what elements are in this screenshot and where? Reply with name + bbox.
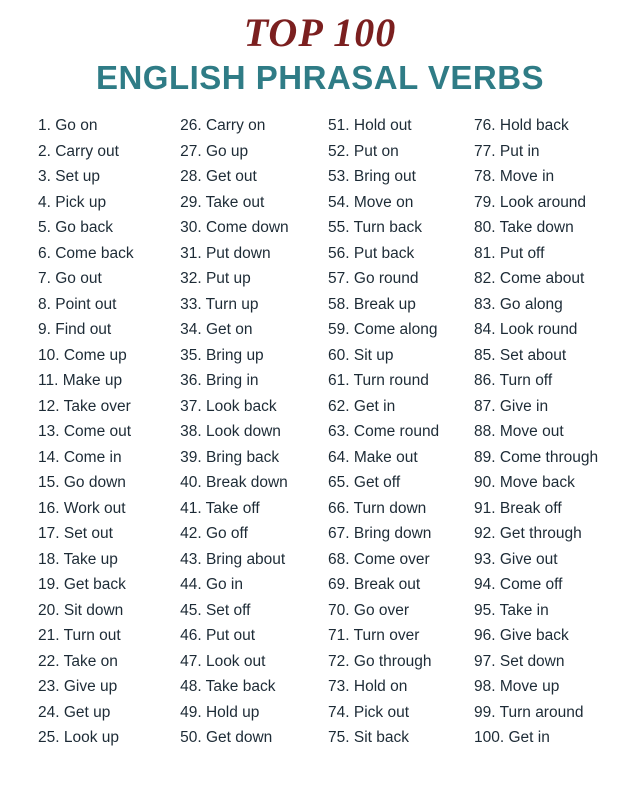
list-item: 15. Go down <box>38 474 126 492</box>
list-item: 41. Take off <box>180 499 260 517</box>
list-item: 62. Get in <box>328 397 396 415</box>
list-item: 22. Take on <box>38 652 118 670</box>
list-item: 84. Look round <box>474 321 578 339</box>
list-item: 51. Hold out <box>328 117 412 135</box>
verb-column-2 <box>180 118 328 756</box>
list-item: 93. Give out <box>474 550 558 568</box>
list-item: 18. Take up <box>38 550 118 568</box>
list-item: 75. Sit back <box>328 729 410 747</box>
verb-column-1 <box>38 118 180 756</box>
list-item: 21. Turn out <box>38 627 121 645</box>
list-item: 68. Come over <box>328 550 430 568</box>
list-item: 10. Come up <box>38 346 127 364</box>
list-item: 66. Turn down <box>328 499 427 517</box>
list-item: 20. Sit down <box>38 601 124 619</box>
list-item: 8. Point out <box>38 295 117 313</box>
list-item: 87. Give in <box>474 397 549 415</box>
list-item: 36. Bring in <box>180 372 259 390</box>
list-item: 72. Go through <box>328 652 432 670</box>
list-item: 34. Get on <box>180 321 253 339</box>
list-item: 33. Turn up <box>180 295 259 313</box>
list-item: 5. Go back <box>38 219 113 237</box>
list-item: 89. Come through <box>474 448 599 466</box>
title-block <box>20 12 620 96</box>
list-item: 97. Set down <box>474 652 565 670</box>
list-item: 43. Bring about <box>180 550 286 568</box>
list-item: 48. Take back <box>180 678 276 696</box>
verb-column-3 <box>328 118 474 756</box>
list-item: 96. Give back <box>474 627 569 645</box>
list-item: 52. Put on <box>328 142 399 160</box>
list-item: 90. Move back <box>474 474 575 492</box>
list-item: 58. Break up <box>328 295 416 313</box>
list-item: 38. Look down <box>180 423 281 441</box>
list-item: 63. Come round <box>328 423 440 441</box>
list-item: 55. Turn back <box>328 219 422 237</box>
page-title-main: TOP 100 <box>243 10 397 55</box>
list-item: 65. Get off <box>328 474 401 492</box>
list-item: 77. Put in <box>474 142 540 160</box>
page-title-sub: ENGLISH PHRASAL VERBS <box>95 59 545 96</box>
list-item: 30. Come down <box>180 219 289 237</box>
list-item: 86. Turn off <box>474 372 553 390</box>
list-item: 100. Get in <box>474 729 550 747</box>
list-item: 27. Go up <box>180 142 249 160</box>
list-item: 23. Give up <box>38 678 118 696</box>
list-item: 13. Come out <box>38 423 132 441</box>
list-item: 64. Make out <box>328 448 418 466</box>
list-item: 11. Make up <box>38 372 123 390</box>
list-item: 85. Set about <box>474 346 567 364</box>
list-item: 94. Come off <box>474 576 563 594</box>
list-item: 98. Move up <box>474 678 560 696</box>
list-item: 54. Move on <box>328 193 414 211</box>
list-item: 82. Come about <box>474 270 585 288</box>
list-item: 32. Put up <box>180 270 251 288</box>
list-item: 14. Come in <box>38 448 122 466</box>
list-item: 44. Go in <box>180 576 243 594</box>
list-item: 26. Carry on <box>180 117 266 135</box>
list-item: 83. Go along <box>474 295 563 313</box>
list-item: 3. Set up <box>38 168 101 186</box>
list-item: 79. Look around <box>474 193 587 211</box>
list-item: 60. Sit up <box>328 346 394 364</box>
list-item: 35. Bring up <box>180 346 264 364</box>
list-item: 61. Turn round <box>328 372 429 390</box>
list-item: 17. Set out <box>38 525 113 543</box>
list-item: 74. Pick out <box>328 703 410 721</box>
list-item: 70. Go over <box>328 601 410 619</box>
list-item: 95. Take in <box>474 601 549 619</box>
list-item: 4. Pick up <box>38 193 107 211</box>
list-item: 99. Turn around <box>474 703 584 721</box>
list-item: 31. Put down <box>180 244 271 262</box>
list-item: 19. Get back <box>38 576 126 594</box>
list-item: 37. Look back <box>180 397 277 415</box>
list-item: 73. Hold on <box>328 678 408 696</box>
list-item: 28. Get out <box>180 168 257 186</box>
list-item: 9. Find out <box>38 321 112 339</box>
list-item: 91. Break off <box>474 499 562 517</box>
list-item: 67. Bring down <box>328 525 432 543</box>
list-item: 29. Take out <box>180 193 265 211</box>
list-item: 2. Carry out <box>38 142 119 160</box>
list-item: 45. Set off <box>180 601 251 619</box>
list-item: 80. Take down <box>474 219 574 237</box>
list-item: 53. Bring out <box>328 168 416 186</box>
list-item: 56. Put back <box>328 244 415 262</box>
list-item: 57. Go round <box>328 270 419 288</box>
verb-list-columns <box>20 118 620 756</box>
list-item: 24. Get up <box>38 703 111 721</box>
list-item: 88. Move out <box>474 423 564 441</box>
list-item: 46. Put out <box>180 627 256 645</box>
verb-column-4 <box>474 118 620 756</box>
list-item: 69. Break out <box>328 576 421 594</box>
list-item: 12. Take over <box>38 397 131 415</box>
list-item: 6. Come back <box>38 244 134 262</box>
list-item: 16. Work out <box>38 499 126 517</box>
list-item: 47. Look out <box>180 652 266 670</box>
list-item: 59. Come along <box>328 321 438 339</box>
list-item: 49. Hold up <box>180 703 260 721</box>
list-item: 39. Bring back <box>180 448 280 466</box>
list-item: 1. Go on <box>38 117 98 135</box>
list-item: 7. Go out <box>38 270 102 288</box>
list-item: 40. Break down <box>180 474 288 492</box>
list-item: 92. Get through <box>474 525 582 543</box>
list-item: 76. Hold back <box>474 117 569 135</box>
list-item: 25. Look up <box>38 729 120 747</box>
list-item: 78. Move in <box>474 168 555 186</box>
list-item: 71. Turn over <box>328 627 420 645</box>
list-item: 81. Put off <box>474 244 545 262</box>
list-item: 42. Go off <box>180 525 248 543</box>
list-item: 50. Get down <box>180 729 273 747</box>
